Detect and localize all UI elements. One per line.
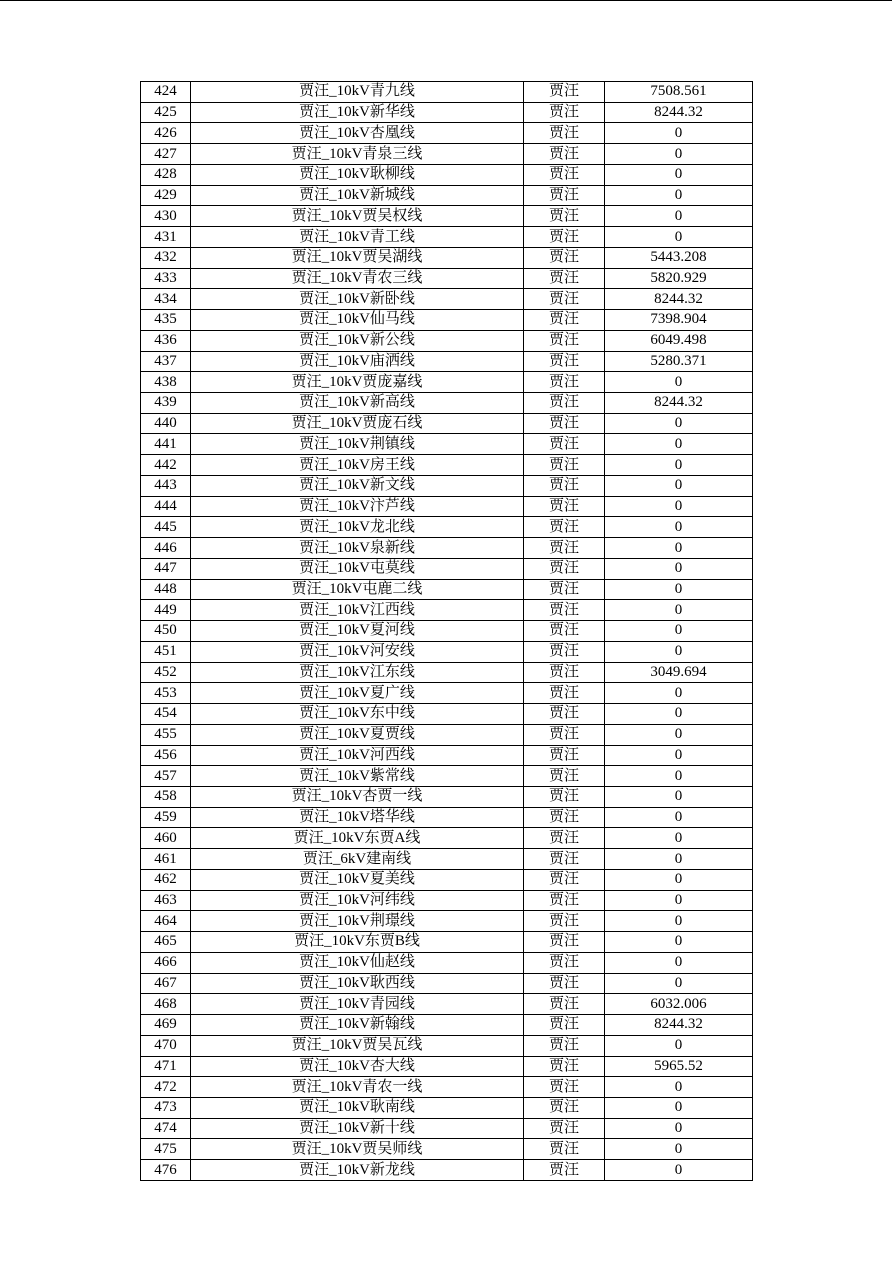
value-cell: 0 — [605, 683, 753, 704]
value-cell: 6032.006 — [605, 994, 753, 1015]
table-row — [141, 807, 753, 828]
station-cell: 贾汪 — [524, 973, 605, 994]
table-row — [141, 496, 753, 517]
table-row — [141, 1160, 753, 1181]
station-cell: 贾汪 — [524, 206, 605, 227]
station-cell: 贾汪 — [524, 869, 605, 890]
row-number-cell: 439 — [141, 393, 191, 414]
value-cell: 0 — [605, 1097, 753, 1118]
station-cell: 贾汪 — [524, 102, 605, 123]
table-row — [141, 185, 753, 206]
line-name-cell: 贾汪_10kV新文线 — [191, 475, 524, 496]
row-number-cell: 445 — [141, 517, 191, 538]
value-cell: 0 — [605, 786, 753, 807]
row-number-cell: 451 — [141, 641, 191, 662]
station-cell: 贾汪 — [524, 766, 605, 787]
station-cell: 贾汪 — [524, 1118, 605, 1139]
value-cell: 0 — [605, 952, 753, 973]
station-cell: 贾汪 — [524, 890, 605, 911]
station-cell: 贾汪 — [524, 1097, 605, 1118]
station-cell: 贾汪 — [524, 621, 605, 642]
value-cell: 8244.32 — [605, 393, 753, 414]
row-number-cell: 427 — [141, 144, 191, 165]
value-cell: 0 — [605, 600, 753, 621]
row-number-cell: 447 — [141, 558, 191, 579]
table-row — [141, 1118, 753, 1139]
table-row — [141, 517, 753, 538]
row-number-cell: 463 — [141, 890, 191, 911]
line-name-cell: 贾汪_10kV新华线 — [191, 102, 524, 123]
value-cell: 0 — [605, 1077, 753, 1098]
station-cell: 贾汪 — [524, 330, 605, 351]
line-name-cell: 贾汪_10kV江东线 — [191, 662, 524, 683]
line-name-cell: 贾汪_10kV贾庞石线 — [191, 413, 524, 434]
value-cell: 0 — [605, 890, 753, 911]
table-row — [141, 641, 753, 662]
table-row — [141, 558, 753, 579]
table-row — [141, 621, 753, 642]
line-name-cell: 贾汪_10kV杏凰线 — [191, 123, 524, 144]
station-cell: 贾汪 — [524, 496, 605, 517]
value-cell: 0 — [605, 434, 753, 455]
table-row — [141, 1097, 753, 1118]
line-name-cell: 贾汪_10kV杏贾一线 — [191, 786, 524, 807]
row-number-cell: 441 — [141, 434, 191, 455]
line-name-cell: 贾汪_10kV河西线 — [191, 745, 524, 766]
value-cell: 0 — [605, 1035, 753, 1056]
station-cell: 贾汪 — [524, 662, 605, 683]
row-number-cell: 425 — [141, 102, 191, 123]
line-name-cell: 贾汪_10kV贾吴瓦线 — [191, 1035, 524, 1056]
value-cell: 0 — [605, 206, 753, 227]
line-name-cell: 贾汪_10kV新翰线 — [191, 1015, 524, 1036]
table-row — [141, 849, 753, 870]
line-name-cell: 贾汪_10kV江西线 — [191, 600, 524, 621]
table-row — [141, 932, 753, 953]
line-name-cell: 贾汪_10kV贾吴权线 — [191, 206, 524, 227]
station-cell: 贾汪 — [524, 310, 605, 331]
value-cell: 0 — [605, 496, 753, 517]
line-name-cell: 贾汪_10kV屯莫线 — [191, 558, 524, 579]
value-cell: 0 — [605, 579, 753, 600]
table-row — [141, 413, 753, 434]
value-cell: 0 — [605, 973, 753, 994]
row-number-cell: 462 — [141, 869, 191, 890]
value-cell: 5280.371 — [605, 351, 753, 372]
table-row — [141, 766, 753, 787]
line-name-cell: 贾汪_10kV东贾A线 — [191, 828, 524, 849]
value-cell: 0 — [605, 704, 753, 725]
table-row — [141, 1056, 753, 1077]
station-cell: 贾汪 — [524, 393, 605, 414]
value-cell: 0 — [605, 413, 753, 434]
row-number-cell: 428 — [141, 164, 191, 185]
row-number-cell: 455 — [141, 724, 191, 745]
table-row — [141, 579, 753, 600]
station-cell: 贾汪 — [524, 82, 605, 103]
station-cell: 贾汪 — [524, 1015, 605, 1036]
row-number-cell: 466 — [141, 952, 191, 973]
station-cell: 贾汪 — [524, 413, 605, 434]
value-cell: 6049.498 — [605, 330, 753, 351]
row-number-cell: 437 — [141, 351, 191, 372]
value-cell: 0 — [605, 849, 753, 870]
line-name-cell: 贾汪_10kV夏贾线 — [191, 724, 524, 745]
page-top-border — [0, 0, 892, 1]
line-name-cell: 贾汪_10kV杏大线 — [191, 1056, 524, 1077]
table-row — [141, 704, 753, 725]
station-cell: 贾汪 — [524, 745, 605, 766]
value-cell: 0 — [605, 164, 753, 185]
table-row — [141, 372, 753, 393]
station-cell: 贾汪 — [524, 289, 605, 310]
line-name-cell: 贾汪_10kV仙赵线 — [191, 952, 524, 973]
line-name-cell: 贾汪_10kV青农三线 — [191, 268, 524, 289]
line-name-cell: 贾汪_10kV青农一线 — [191, 1077, 524, 1098]
row-number-cell: 431 — [141, 227, 191, 248]
value-cell: 0 — [605, 724, 753, 745]
line-name-cell: 贾汪_10kV屯鹿二线 — [191, 579, 524, 600]
row-number-cell: 473 — [141, 1097, 191, 1118]
station-cell: 贾汪 — [524, 932, 605, 953]
station-cell: 贾汪 — [524, 1160, 605, 1181]
line-name-cell: 贾汪_10kV河安线 — [191, 641, 524, 662]
row-number-cell: 448 — [141, 579, 191, 600]
feeder-data-table — [140, 81, 753, 1181]
station-cell: 贾汪 — [524, 641, 605, 662]
table-row — [141, 289, 753, 310]
station-cell: 贾汪 — [524, 558, 605, 579]
table-row — [141, 662, 753, 683]
station-cell: 贾汪 — [524, 911, 605, 932]
line-name-cell: 贾汪_10kV新龙线 — [191, 1160, 524, 1181]
row-number-cell: 426 — [141, 123, 191, 144]
table-row — [141, 745, 753, 766]
row-number-cell: 446 — [141, 538, 191, 559]
value-cell: 7398.904 — [605, 310, 753, 331]
line-name-cell: 贾汪_10kV仙马线 — [191, 310, 524, 331]
line-name-cell: 贾汪_10kV荆镇线 — [191, 434, 524, 455]
table-row — [141, 144, 753, 165]
line-name-cell: 贾汪_10kV新高线 — [191, 393, 524, 414]
line-name-cell: 贾汪_10kV夏广线 — [191, 683, 524, 704]
row-number-cell: 438 — [141, 372, 191, 393]
station-cell: 贾汪 — [524, 268, 605, 289]
table-row — [141, 973, 753, 994]
table-row — [141, 1139, 753, 1160]
station-cell: 贾汪 — [524, 994, 605, 1015]
table-row — [141, 890, 753, 911]
table-row — [141, 538, 753, 559]
row-number-cell: 434 — [141, 289, 191, 310]
table-row — [141, 1035, 753, 1056]
row-number-cell: 454 — [141, 704, 191, 725]
line-name-cell: 贾汪_10kV房王线 — [191, 455, 524, 476]
row-number-cell: 474 — [141, 1118, 191, 1139]
table-body — [141, 82, 753, 1181]
value-cell: 0 — [605, 745, 753, 766]
row-number-cell: 443 — [141, 475, 191, 496]
row-number-cell: 460 — [141, 828, 191, 849]
value-cell: 8244.32 — [605, 289, 753, 310]
table-row — [141, 351, 753, 372]
station-cell: 贾汪 — [524, 683, 605, 704]
line-name-cell: 贾汪_10kV耿南线 — [191, 1097, 524, 1118]
line-name-cell: 贾汪_10kV耿柳线 — [191, 164, 524, 185]
table-row — [141, 102, 753, 123]
station-cell: 贾汪 — [524, 475, 605, 496]
value-cell: 0 — [605, 621, 753, 642]
value-cell: 0 — [605, 869, 753, 890]
table-row — [141, 994, 753, 1015]
value-cell: 5965.52 — [605, 1056, 753, 1077]
table-row — [141, 310, 753, 331]
row-number-cell: 452 — [141, 662, 191, 683]
table-row — [141, 268, 753, 289]
table-row — [141, 683, 753, 704]
table-row — [141, 206, 753, 227]
line-name-cell: 贾汪_10kV泉新线 — [191, 538, 524, 559]
line-name-cell: 贾汪_10kV新城线 — [191, 185, 524, 206]
row-number-cell: 450 — [141, 621, 191, 642]
row-number-cell: 457 — [141, 766, 191, 787]
row-number-cell: 465 — [141, 932, 191, 953]
line-name-cell: 贾汪_6kV建南线 — [191, 849, 524, 870]
table-row — [141, 455, 753, 476]
row-number-cell: 475 — [141, 1139, 191, 1160]
row-number-cell: 432 — [141, 247, 191, 268]
station-cell: 贾汪 — [524, 227, 605, 248]
station-cell: 贾汪 — [524, 724, 605, 745]
line-name-cell: 贾汪_10kV贾吴师线 — [191, 1139, 524, 1160]
station-cell: 贾汪 — [524, 123, 605, 144]
line-name-cell: 贾汪_10kV庙洒线 — [191, 351, 524, 372]
value-cell: 8244.32 — [605, 102, 753, 123]
value-cell: 0 — [605, 1139, 753, 1160]
row-number-cell: 424 — [141, 82, 191, 103]
station-cell: 贾汪 — [524, 434, 605, 455]
value-cell: 0 — [605, 807, 753, 828]
value-cell: 0 — [605, 455, 753, 476]
station-cell: 贾汪 — [524, 704, 605, 725]
station-cell: 贾汪 — [524, 455, 605, 476]
station-cell: 贾汪 — [524, 828, 605, 849]
table-row — [141, 1015, 753, 1036]
row-number-cell: 464 — [141, 911, 191, 932]
line-name-cell: 贾汪_10kV新卧线 — [191, 289, 524, 310]
value-cell: 0 — [605, 185, 753, 206]
value-cell: 0 — [605, 932, 753, 953]
line-name-cell: 贾汪_10kV贾庞嘉线 — [191, 372, 524, 393]
table-row — [141, 952, 753, 973]
line-name-cell: 贾汪_10kV塔华线 — [191, 807, 524, 828]
row-number-cell: 468 — [141, 994, 191, 1015]
row-number-cell: 442 — [141, 455, 191, 476]
line-name-cell: 贾汪_10kV龙北线 — [191, 517, 524, 538]
row-number-cell: 435 — [141, 310, 191, 331]
value-cell: 0 — [605, 144, 753, 165]
row-number-cell: 449 — [141, 600, 191, 621]
line-name-cell: 贾汪_10kV东中线 — [191, 704, 524, 725]
line-name-cell: 贾汪_10kV青九线 — [191, 82, 524, 103]
table-row — [141, 227, 753, 248]
value-cell: 0 — [605, 475, 753, 496]
value-cell: 0 — [605, 123, 753, 144]
row-number-cell: 444 — [141, 496, 191, 517]
value-cell: 0 — [605, 538, 753, 559]
table-row — [141, 247, 753, 268]
value-cell: 0 — [605, 517, 753, 538]
row-number-cell: 459 — [141, 807, 191, 828]
line-name-cell: 贾汪_10kV青泉三线 — [191, 144, 524, 165]
value-cell: 0 — [605, 372, 753, 393]
value-cell: 0 — [605, 1160, 753, 1181]
line-name-cell: 贾汪_10kV新公线 — [191, 330, 524, 351]
table-row — [141, 828, 753, 849]
table-row — [141, 786, 753, 807]
table-row — [141, 123, 753, 144]
row-number-cell: 476 — [141, 1160, 191, 1181]
line-name-cell: 贾汪_10kV东贾B线 — [191, 932, 524, 953]
station-cell: 贾汪 — [524, 952, 605, 973]
line-name-cell: 贾汪_10kV青工线 — [191, 227, 524, 248]
table-row — [141, 724, 753, 745]
row-number-cell: 430 — [141, 206, 191, 227]
row-number-cell: 433 — [141, 268, 191, 289]
row-number-cell: 467 — [141, 973, 191, 994]
station-cell: 贾汪 — [524, 849, 605, 870]
row-number-cell: 456 — [141, 745, 191, 766]
station-cell: 贾汪 — [524, 372, 605, 393]
line-name-cell: 贾汪_10kV新十线 — [191, 1118, 524, 1139]
station-cell: 贾汪 — [524, 1139, 605, 1160]
station-cell: 贾汪 — [524, 786, 605, 807]
station-cell: 贾汪 — [524, 807, 605, 828]
table-row — [141, 869, 753, 890]
value-cell: 5443.208 — [605, 247, 753, 268]
table-row — [141, 475, 753, 496]
line-name-cell: 贾汪_10kV耿西线 — [191, 973, 524, 994]
line-name-cell: 贾汪_10kV贾吴湖线 — [191, 247, 524, 268]
row-number-cell: 440 — [141, 413, 191, 434]
value-cell: 0 — [605, 227, 753, 248]
station-cell: 贾汪 — [524, 538, 605, 559]
row-number-cell: 470 — [141, 1035, 191, 1056]
table-row — [141, 164, 753, 185]
row-number-cell: 436 — [141, 330, 191, 351]
row-number-cell: 472 — [141, 1077, 191, 1098]
line-name-cell: 贾汪_10kV荆璟线 — [191, 911, 524, 932]
value-cell: 3049.694 — [605, 662, 753, 683]
station-cell: 贾汪 — [524, 1035, 605, 1056]
value-cell: 0 — [605, 641, 753, 662]
value-cell: 0 — [605, 558, 753, 579]
station-cell: 贾汪 — [524, 579, 605, 600]
value-cell: 0 — [605, 828, 753, 849]
table-row — [141, 1077, 753, 1098]
row-number-cell: 461 — [141, 849, 191, 870]
table-row — [141, 600, 753, 621]
row-number-cell: 469 — [141, 1015, 191, 1036]
row-number-cell: 471 — [141, 1056, 191, 1077]
station-cell: 贾汪 — [524, 1077, 605, 1098]
station-cell: 贾汪 — [524, 185, 605, 206]
row-number-cell: 453 — [141, 683, 191, 704]
station-cell: 贾汪 — [524, 247, 605, 268]
line-name-cell: 贾汪_10kV河纬线 — [191, 890, 524, 911]
table-row — [141, 82, 753, 103]
table-row — [141, 911, 753, 932]
value-cell: 7508.561 — [605, 82, 753, 103]
table-row — [141, 330, 753, 351]
station-cell: 贾汪 — [524, 144, 605, 165]
station-cell: 贾汪 — [524, 517, 605, 538]
line-name-cell: 贾汪_10kV紫常线 — [191, 766, 524, 787]
station-cell: 贾汪 — [524, 1056, 605, 1077]
table-row — [141, 393, 753, 414]
value-cell: 0 — [605, 1118, 753, 1139]
station-cell: 贾汪 — [524, 164, 605, 185]
line-name-cell: 贾汪_10kV夏河线 — [191, 621, 524, 642]
station-cell: 贾汪 — [524, 600, 605, 621]
row-number-cell: 458 — [141, 786, 191, 807]
table-row — [141, 434, 753, 455]
row-number-cell: 429 — [141, 185, 191, 206]
value-cell: 0 — [605, 911, 753, 932]
value-cell: 0 — [605, 766, 753, 787]
value-cell: 5820.929 — [605, 268, 753, 289]
line-name-cell: 贾汪_10kV青园线 — [191, 994, 524, 1015]
line-name-cell: 贾汪_10kV汴芦线 — [191, 496, 524, 517]
station-cell: 贾汪 — [524, 351, 605, 372]
value-cell: 8244.32 — [605, 1015, 753, 1036]
line-name-cell: 贾汪_10kV夏美线 — [191, 869, 524, 890]
